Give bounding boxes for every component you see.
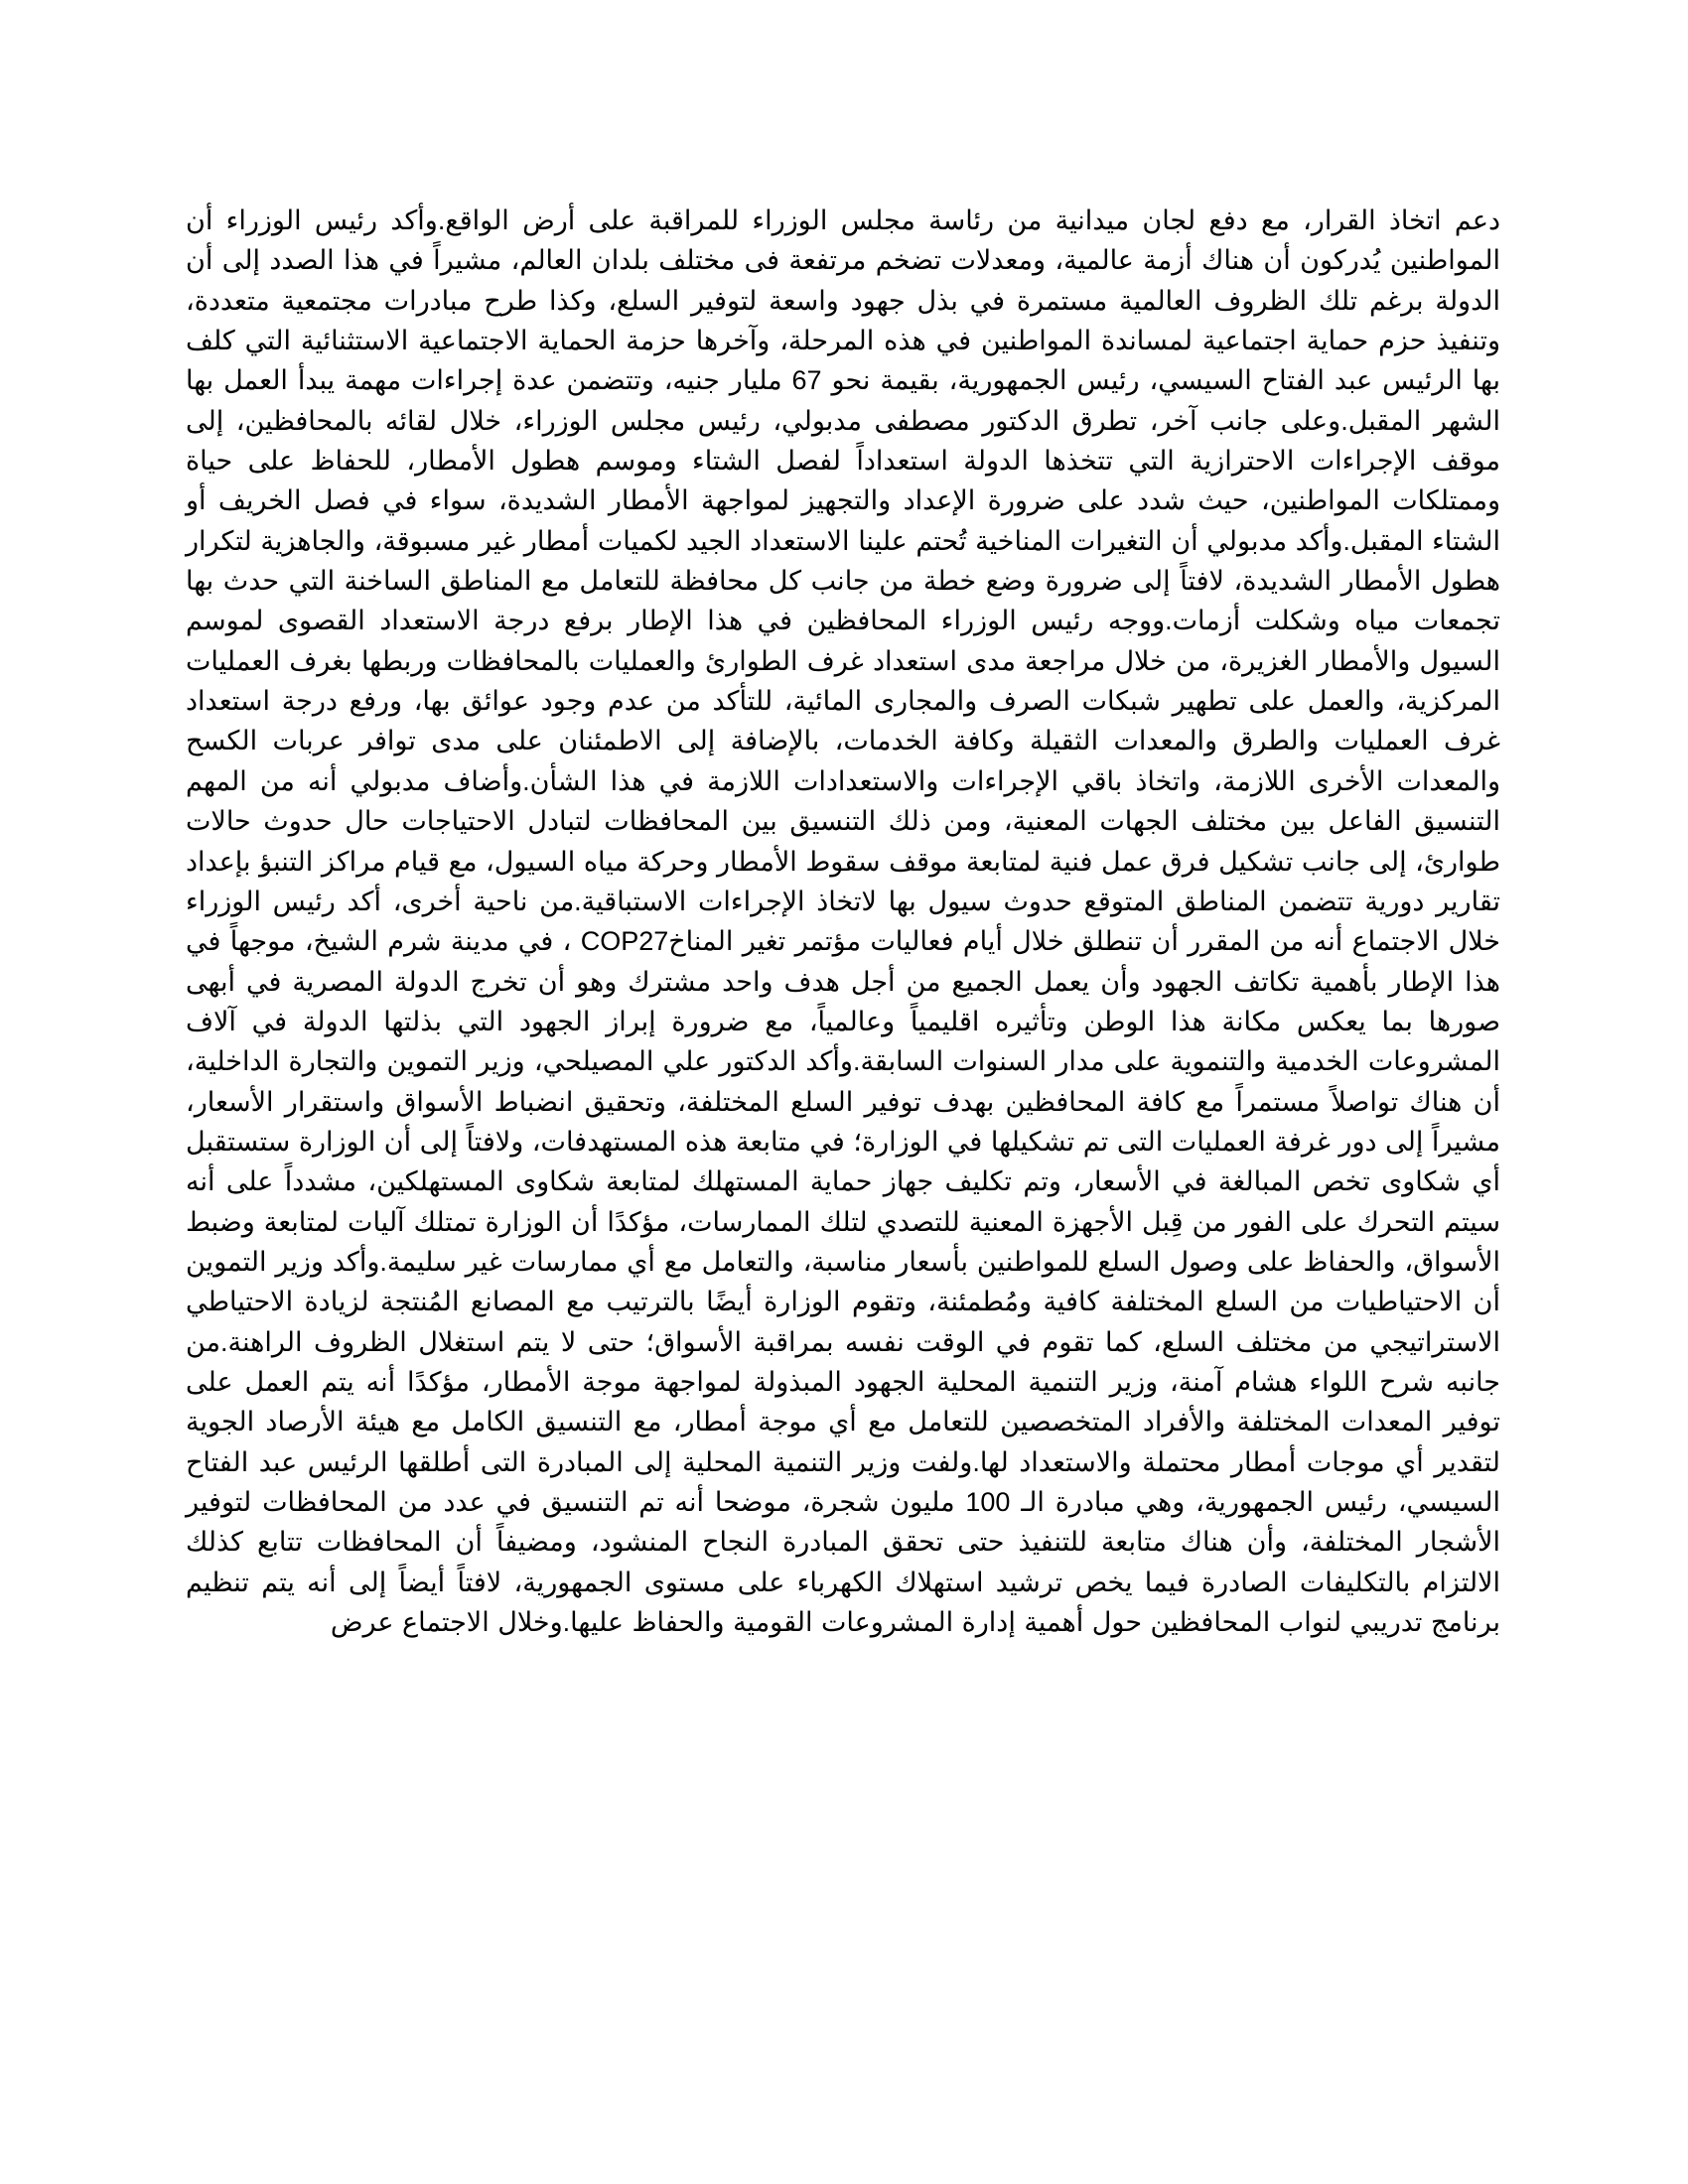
body-paragraph: دعم اتخاذ القرار، مع دفع لجان ميدانية من رئاسة مجلس الوزراء للمراقبة على أرض الواقع.وأكد رئيس الوزراء أن المواطنين يُدركون أن هناك أزمة عالمية، ومعدلات تضخم مرتفعة فى مختلف بلدان العالم، مشيراً في هذا الصدد إلى أن الدولة برغم تلك الظروف العالمية مستمرة في بذل جهود واسعة لتوفير السلع، وكذا طرح مبادرات مجتمعية متعددة، وتنفيذ حزم حماية اجتماعية لمساندة المواطنين في هذه المرحلة، وآخرها حزمة الحماية الاجتماعية الاستثنائية التي كلف بها الرئيس عبد الفتاح السيسي، رئيس الجمهورية، بقيمة نحو 67 مليار جنيه، وتتضمن عدة إجراءات مهمة يبدأ العمل بها الشهر المقبل.وعلى جانب آخر، تطرق الدكتور مصطفى مدبولي، رئيس مجلس الوزراء، خلال لقائه بالمحافظين، إلى موقف الإجراءات الاحترازية التي تتخذها الدولة استعداداً لفصل الشتاء وموسم هطول الأمطار، للحفاظ على حياة وممتلكات المواطنين، حيث شدد على ضرورة الإعداد والتجهيز لمواجهة الأمطار الشديدة، سواء في فصل الخريف أو الشتاء المقبل.وأكد مدبولي أن التغيرات المناخية تُحتم علينا الاستعداد الجيد لكميات أمطار غير مسبوقة، والجاهزية لتكرار هطول الأمطار الشديدة، لافتاً إلى ضرورة وضع خطة من جانب كل محافظة للتعامل مع المناطق الساخنة التي حدث بها تجمعات مياه وشكلت أزمات.ووجه رئيس الوزراء المحافظين في هذا الإطار برفع درجة الاستعداد القصوى لموسم السيول والأمطار الغزيرة، من خلال مراجعة مدى استعداد غرف الطوارئ والعمليات بالمحافظات وربطها بغرف العمليات المركزية، والعمل على تطهير شبكات الصرف والمجارى المائية، للتأكد من عدم وجود عوائق بها، ورفع درجة استعداد غرف العمليات والطرق والمعدات الثقيلة وكافة الخدمات، بالإضافة إلى الاطمئنان على مدى توافر عربات الكسح والمعدات الأخرى اللازمة، واتخاذ باقي الإجراءات والاستعدادات اللازمة في هذا الشأن.وأضاف مدبولي أنه من المهم التنسيق الفاعل بين مختلف الجهات المعنية، ومن ذلك التنسيق بين المحافظات لتبادل الاحتياجات حال حدوث حالات طوارئ، إلى جانب تشكيل فرق عمل فنية لمتابعة موقف سقوط الأمطار وحركة مياه السيول، مع قيام مراكز التنبؤ بإعداد تقارير دورية تتضمن المناطق المتوقع حدوث سيول بها لاتخاذ الإجراءات الاستباقية.من ناحية أخرى، أكد رئيس الوزراء خلال الاجتماع أنه من المقرر أن تنطلق خلال أيام فعاليات مؤتمر تغير المناخCOP27 ، في مدينة شرم الشيخ، موجهاً في هذا الإطار بأهمية تكاتف الجهود وأن يعمل الجميع من أجل هدف واحد مشترك وهو أن تخرج الدولة المصرية في أبهى صورها بما يعكس مكانة هذا الوطن وتأثيره اقليمياً وعالمياً، مع ضرورة إبراز الجهود التي بذلتها الدولة في آلاف المشروعات الخدمية والتنموية على مدار السنوات السابقة.وأكد الدكتور علي المصيلحي، وزير التموين والتجارة الداخلية، أن هناك تواصلاً مستمراً مع كافة المحافظين بهدف توفير السلع المختلفة، وتحقيق انضباط الأسواق واستقرار الأسعار، مشيراً إلى دور غرفة العمليات التى تم تشكيلها في الوزارة؛ في متابعة هذه المستهدفات، ولافتاً إلى أن الوزارة ستستقبل أي شكاوى تخص المبالغة في الأسعار، وتم تكليف جهاز حماية المستهلك لمتابعة شكاوى المستهلكين، مشدداً على أنه سيتم التحرك على الفور من قِبل الأجهزة المعنية للتصدي لتلك الممارسات، مؤكدًا أن الوزارة تمتلك آليات لمتابعة وضبط الأسواق، والحفاظ على وصول السلع للمواطنين بأسعار مناسبة، والتعامل مع أي ممارسات غير سليمة.وأكد وزير التموين أن الاحتياطيات من السلع المختلفة كافية ومُطمئنة، وتقوم الوزارة أيضًا بالترتيب مع المصانع المُنتجة لزيادة الاحتياطي الاستراتيجي من مختلف السلع، كما تقوم في الوقت نفسه بمراقبة الأسواق؛ حتى لا يتم استغلال الظروف الراهنة.من جانبه شرح اللواء هشام آمنة، وزير التنمية المحلية الجهود المبذولة لمواجهة موجة الأمطار، مؤكدًا أنه يتم العمل على توفير المعدات المختلفة والأفراد المتخصصين للتعامل مع أي موجة أمطار، مع التنسيق الكامل مع هيئة الأرصاد الجوية لتقدير أي موجات أمطار محتملة والاستعداد لها.ولفت وزير التنمية المحلية إلى المبادرة التى أطلقها الرئيس عبد الفتاح السيسي، رئيس الجمهورية، وهي مبادرة الـ 100 مليون شجرة، موضحا أنه تم التنسيق في عدد من المحافظات لتوفير الأشجار المختلفة، وأن هناك متابعة للتنفيذ حتى تحقق المبادرة النجاح المنشود، ومضيفاً أن المحافظات تتابع كذلك الالتزام بالتكليفات الصادرة فيما يخص ترشيد استهلاك الكهرباء على مستوى الجمهورية، لافتاً أيضاً إلى أنه يتم تنظيم برنامج تدريبي لنواب المحافظين حول أهمية إدارة المشروعات القومية والحفاظ عليها.وخلال الاجتماع عرض [186,205,1501,1638]
